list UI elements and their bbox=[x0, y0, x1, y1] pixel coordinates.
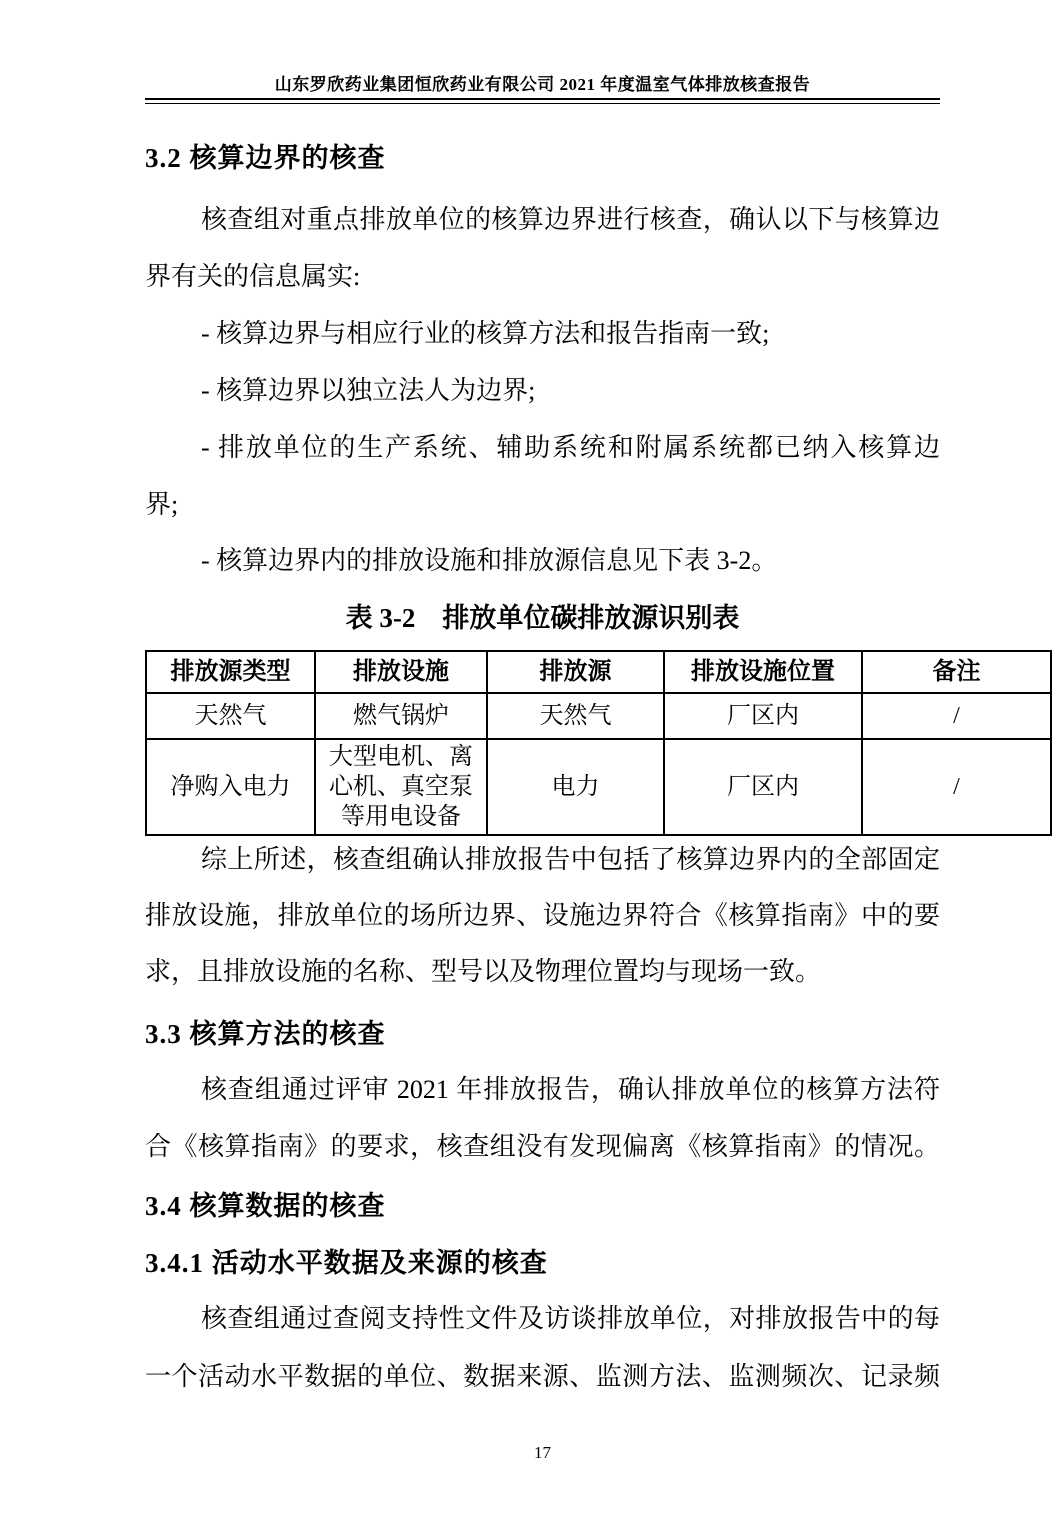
table-caption: 表 3-2 排放单位碳排放源识别表 bbox=[345, 603, 740, 633]
bullet-continuation-line: 界; bbox=[145, 490, 179, 519]
table-header-cell: 排放设施位置 bbox=[664, 651, 862, 693]
header-rule-thin bbox=[145, 103, 940, 104]
text-line: 核查组对重点排放单位的核算边界进行核查，确认以下与核算边 bbox=[201, 205, 940, 234]
table-cell: 厂区内 bbox=[664, 693, 862, 739]
section-heading-3-3: 3.3 核算方法的核查 bbox=[145, 1019, 386, 1049]
table-row bbox=[146, 739, 1051, 835]
section-heading-3-4: 3.4 核算数据的核查 bbox=[145, 1191, 386, 1221]
table-row bbox=[146, 693, 1051, 739]
header-rule bbox=[145, 98, 940, 104]
bullet-line: - 核算边界内的排放设施和排放源信息见下表 3-2。 bbox=[201, 546, 778, 575]
bullet-line: - 核算边界以独立法人为边界; bbox=[201, 376, 536, 405]
page-number: 17 bbox=[534, 1443, 551, 1462]
table-header-row bbox=[146, 651, 1051, 693]
table-cell: 电力 bbox=[487, 739, 664, 835]
table-cell: / bbox=[862, 739, 1051, 835]
section-heading-3-4-1: 3.4.1 活动水平数据及来源的核查 bbox=[145, 1248, 548, 1278]
bullet-line: - 排放单位的生产系统、辅助系统和附属系统都已纳入核算边 bbox=[201, 433, 940, 462]
table-header-cell: 排放设施 bbox=[315, 651, 487, 693]
text-line: 排放设施，排放单位的场所边界、设施边界符合《核算指南》中的要 bbox=[145, 901, 940, 930]
table-cell: / bbox=[862, 693, 1051, 739]
table-cell: 燃气锅炉 bbox=[315, 693, 487, 739]
table-cell: 天然气 bbox=[487, 693, 664, 739]
section-heading-3-2: 3.2 核算边界的核查 bbox=[145, 143, 386, 173]
table-header-cell: 备注 bbox=[862, 651, 1051, 693]
text-line: 核查组通过查阅支持性文件及访谈排放单位，对排放报告中的每 bbox=[201, 1304, 940, 1333]
table-header-cell: 排放源类型 bbox=[146, 651, 315, 693]
emission-source-table bbox=[145, 650, 1052, 836]
table-cell: 厂区内 bbox=[664, 739, 862, 835]
table-header-cell: 排放源 bbox=[487, 651, 664, 693]
text-line: 核查组通过评审 2021 年排放报告，确认排放单位的核算方法符 bbox=[201, 1075, 940, 1104]
running-header: 山东罗欣药业集团恒欣药业有限公司 2021 年度温室气体排放核查报告 bbox=[274, 75, 811, 94]
header-rule-thick bbox=[145, 98, 940, 100]
table-cell: 净购入电力 bbox=[146, 739, 315, 835]
table-cell: 大型电机、离心机、真空泵等用电设备 bbox=[315, 739, 487, 835]
text-line: 综上所述，核查组确认排放报告中包括了核算边界内的全部固定 bbox=[201, 845, 940, 874]
text-line: 求，且排放设施的名称、型号以及物理位置均与现场一致。 bbox=[145, 957, 822, 986]
text-line: 界有关的信息属实: bbox=[145, 262, 361, 291]
text-line: 合《核算指南》的要求，核查组没有发现偏离《核算指南》的情况。 bbox=[145, 1132, 940, 1161]
bullet-line: - 核算边界与相应行业的核算方法和报告指南一致; bbox=[201, 319, 770, 348]
text-line: 一个活动水平数据的单位、数据来源、监测方法、监测频次、记录频 bbox=[145, 1362, 940, 1391]
table-cell: 天然气 bbox=[146, 693, 315, 739]
